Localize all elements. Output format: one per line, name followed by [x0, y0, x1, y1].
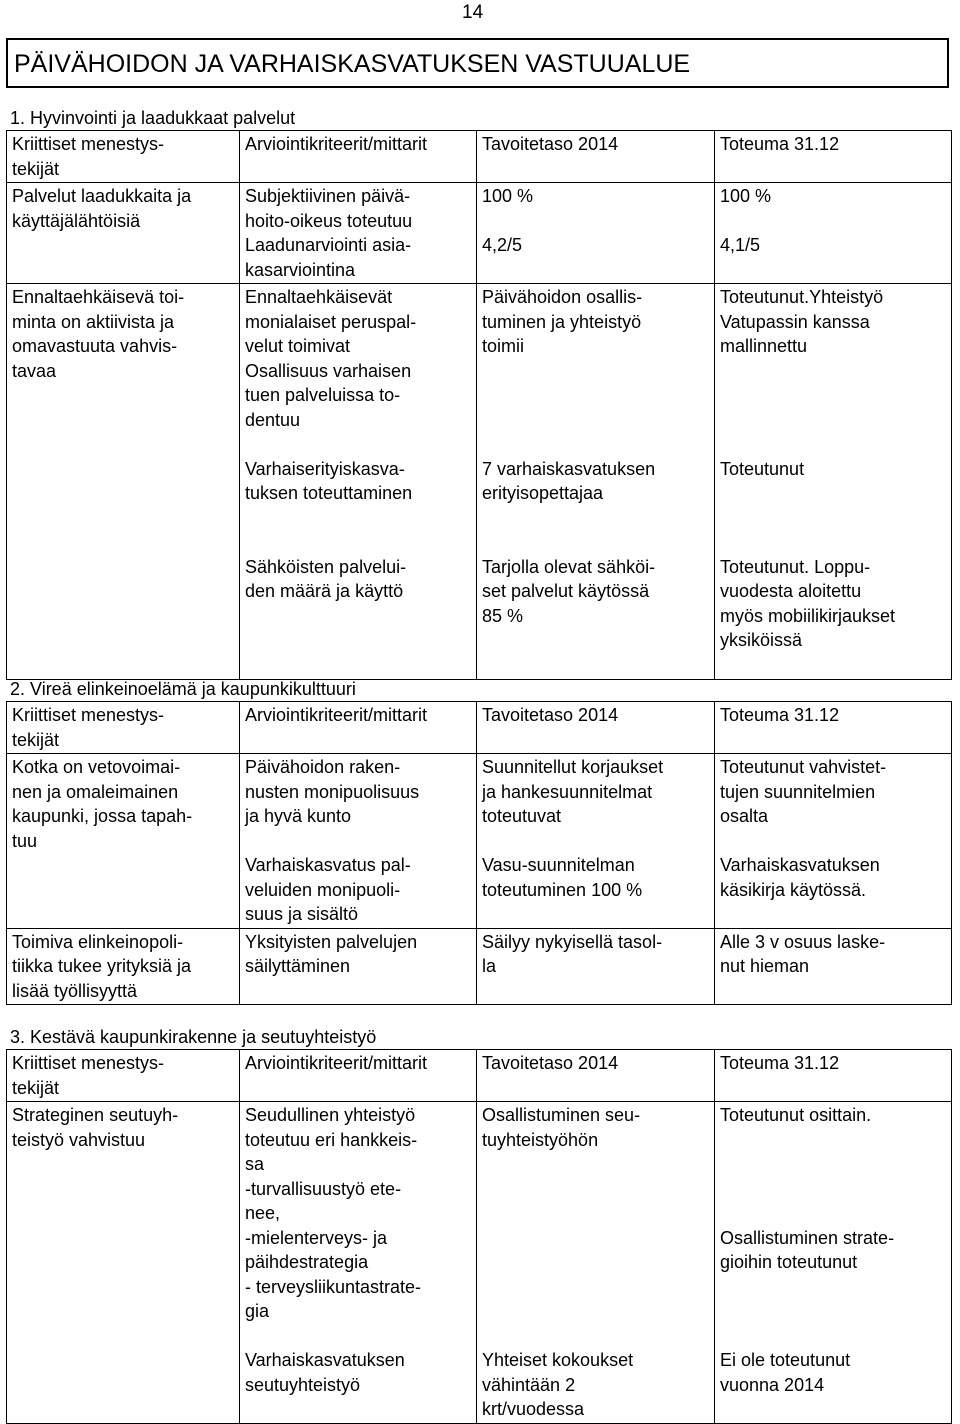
page-title: PÄIVÄHOIDON JA VARHAISKASVATUKSEN VASTUUALUE	[14, 50, 691, 78]
table-row	[7, 928, 952, 1005]
table-cell: Osallistuminen seu- tuyhteistyöhön Yhteiset kokoukset vähintään 2 krt/vuodessa	[477, 1102, 715, 1424]
table-cell: 100 % 4,2/5	[477, 183, 715, 284]
header-cell: Tavoitetaso 2014	[477, 131, 715, 183]
section-table	[6, 130, 952, 680]
header-cell: Toteuma 31.12	[715, 702, 952, 754]
header-cell: Toteuma 31.12	[715, 1050, 952, 1102]
table-cell: 100 % 4,1/5	[715, 183, 952, 284]
header-cell: Kriittiset menestys- tekijät	[7, 131, 240, 183]
table-cell: Seudullinen yhteistyö toteutuu eri hankkeis- sa -turvallisuustyö ete- nee, -mielenterveys- ja päihdestrategia - terveysliikuntastrate- gia Varhaiskasvatuksen seutuyhteistyö	[240, 1102, 477, 1424]
table-row	[7, 754, 952, 929]
table-cell: Toteutunut osittain. Osallistuminen strate- gioihin toteutunut Ei ole toteutunut vuonna 2014	[715, 1102, 952, 1424]
header-cell: Tavoitetaso 2014	[477, 1050, 715, 1102]
table-row	[7, 183, 952, 284]
header-cell: Arviointikriteerit/mittarit	[240, 702, 477, 754]
table-cell: Toteutunut vahvistet- tujen suunnitelmien osalta Varhaiskasvatuksen käsikirja käytössä.	[715, 754, 952, 929]
table-cell: Ennaltaehkäisevät monialaiset peruspal- velut toimivat Osallisuus varhaisen tuen palveluissa to- dentuu Varhaiserityiskasva- tuksen toteuttaminen Sähköisten palvelui- den määrä ja käyttö	[240, 284, 477, 680]
table-cell: Yksityisten palvelujen säilyttäminen	[240, 928, 477, 1005]
table-cell: Päivähoidon raken- nusten monipuolisuus ja hyvä kunto Varhaiskasvatus pal- veluiden monipuoli- suus ja sisältö	[240, 754, 477, 929]
page-number: 14	[462, 2, 484, 23]
table-cell: Strateginen seutuyh- teistyö vahvistuu	[7, 1102, 240, 1424]
table-header-row	[7, 702, 952, 754]
table-cell: Suunnitellut korjaukset ja hankesuunnitelmat toteutuvat Vasu-suunnitelman toteutuminen 100 %	[477, 754, 715, 929]
section-heading: 1. Hyvinvointi ja laadukkaat palvelut	[10, 108, 296, 128]
header-cell: Toteuma 31.12	[715, 131, 952, 183]
header-cell: Arviointikriteerit/mittarit	[240, 131, 477, 183]
table-row	[7, 1102, 952, 1424]
table-row	[7, 284, 952, 680]
table-cell: Subjektiivinen päivä- hoito-oikeus toteutuu Laadunarviointi asia- kasarviointina	[240, 183, 477, 284]
section-heading: 3. Kestävä kaupunkirakenne ja seutuyhteistyö	[10, 1027, 377, 1047]
table-header-row	[7, 131, 952, 183]
table-cell: Toteutunut.Yhteistyö Vatupassin kanssa mallinnettu Toteutunut Toteutunut. Loppu- vuodesta aloitettu myös mobiilikirjaukset yksiköissä	[715, 284, 952, 680]
header-cell: Arviointikriteerit/mittarit	[240, 1050, 477, 1102]
header-cell: Kriittiset menestys- tekijät	[7, 1050, 240, 1102]
table-cell: Palvelut laadukkaita ja käyttäjälähtöisiä	[7, 183, 240, 284]
header-cell: Tavoitetaso 2014	[477, 702, 715, 754]
section-table	[6, 701, 952, 1005]
section-table	[6, 1049, 952, 1424]
table-header-row	[7, 1050, 952, 1102]
table-cell: Toimiva elinkeinopoli- tiikka tukee yrityksiä ja lisää työllisyyttä	[7, 928, 240, 1005]
table-cell: Kotka on vetovoimai- nen ja omaleimainen kaupunki, jossa tapah- tuu	[7, 754, 240, 929]
table-cell: Päivähoidon osallis- tuminen ja yhteistyö toimii 7 varhaiskasvatuksen erityisopettajaa Tarjolla olevat sähköi- set palvelut käytössä 85 %	[477, 284, 715, 680]
table-cell: Säilyy nykyisellä tasol- la	[477, 928, 715, 1005]
page-title-box	[6, 38, 949, 88]
table-cell: Ennaltaehkäisevä toi- minta on aktiivista ja omavastuuta vahvis- tavaa	[7, 284, 240, 680]
section-heading: 2. Vireä elinkeinoelämä ja kaupunkikulttuuri	[10, 679, 356, 699]
header-cell: Kriittiset menestys- tekijät	[7, 702, 240, 754]
table-cell: Alle 3 v osuus laske- nut hieman	[715, 928, 952, 1005]
